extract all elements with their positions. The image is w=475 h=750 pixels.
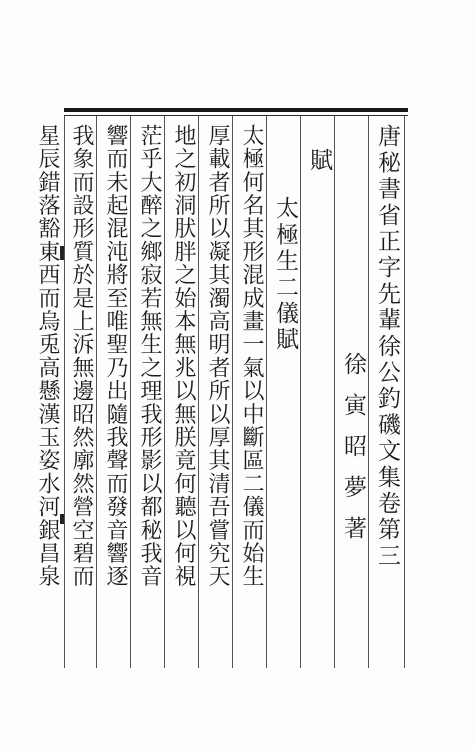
top-border-thick (64, 108, 408, 112)
text-line-1: 太極何名其形混成畫一氣以中斷區二儀而始生 (239, 124, 264, 588)
section-heading: 賦 (306, 148, 332, 175)
text-line-2: 厚載者所以凝其濁高明者所以厚其清吾嘗究天 (205, 124, 230, 588)
text-line-5: 響而未起混沌將至唯聖乃出隨我聲而發音響逐 (103, 124, 128, 588)
top-border-thin (64, 115, 408, 116)
piece-title: 太極生二儀賦 (272, 196, 298, 354)
text-line-6: 我象而設形質於是上泝無邊昭然廓然營空碧而 (69, 124, 94, 588)
collection-title: 唐秘書省正字先輩徐公釣磯文集卷第三 (374, 124, 400, 570)
column-divider (404, 116, 405, 668)
author-line: 徐寅昭夢著 (340, 352, 366, 557)
text-line-7: 星辰錯落豁東西而烏兎高懸漢玉姿水河銀昌泉 (35, 124, 60, 588)
text-line-4: 茫乎大醉之鄉寂若無生之理我形影以都秘我音 (137, 124, 162, 588)
text-line-3: 地之初洞肰胖之始本無兆以無朕竟何聽以何視 (171, 124, 196, 588)
column-divider (334, 116, 335, 668)
